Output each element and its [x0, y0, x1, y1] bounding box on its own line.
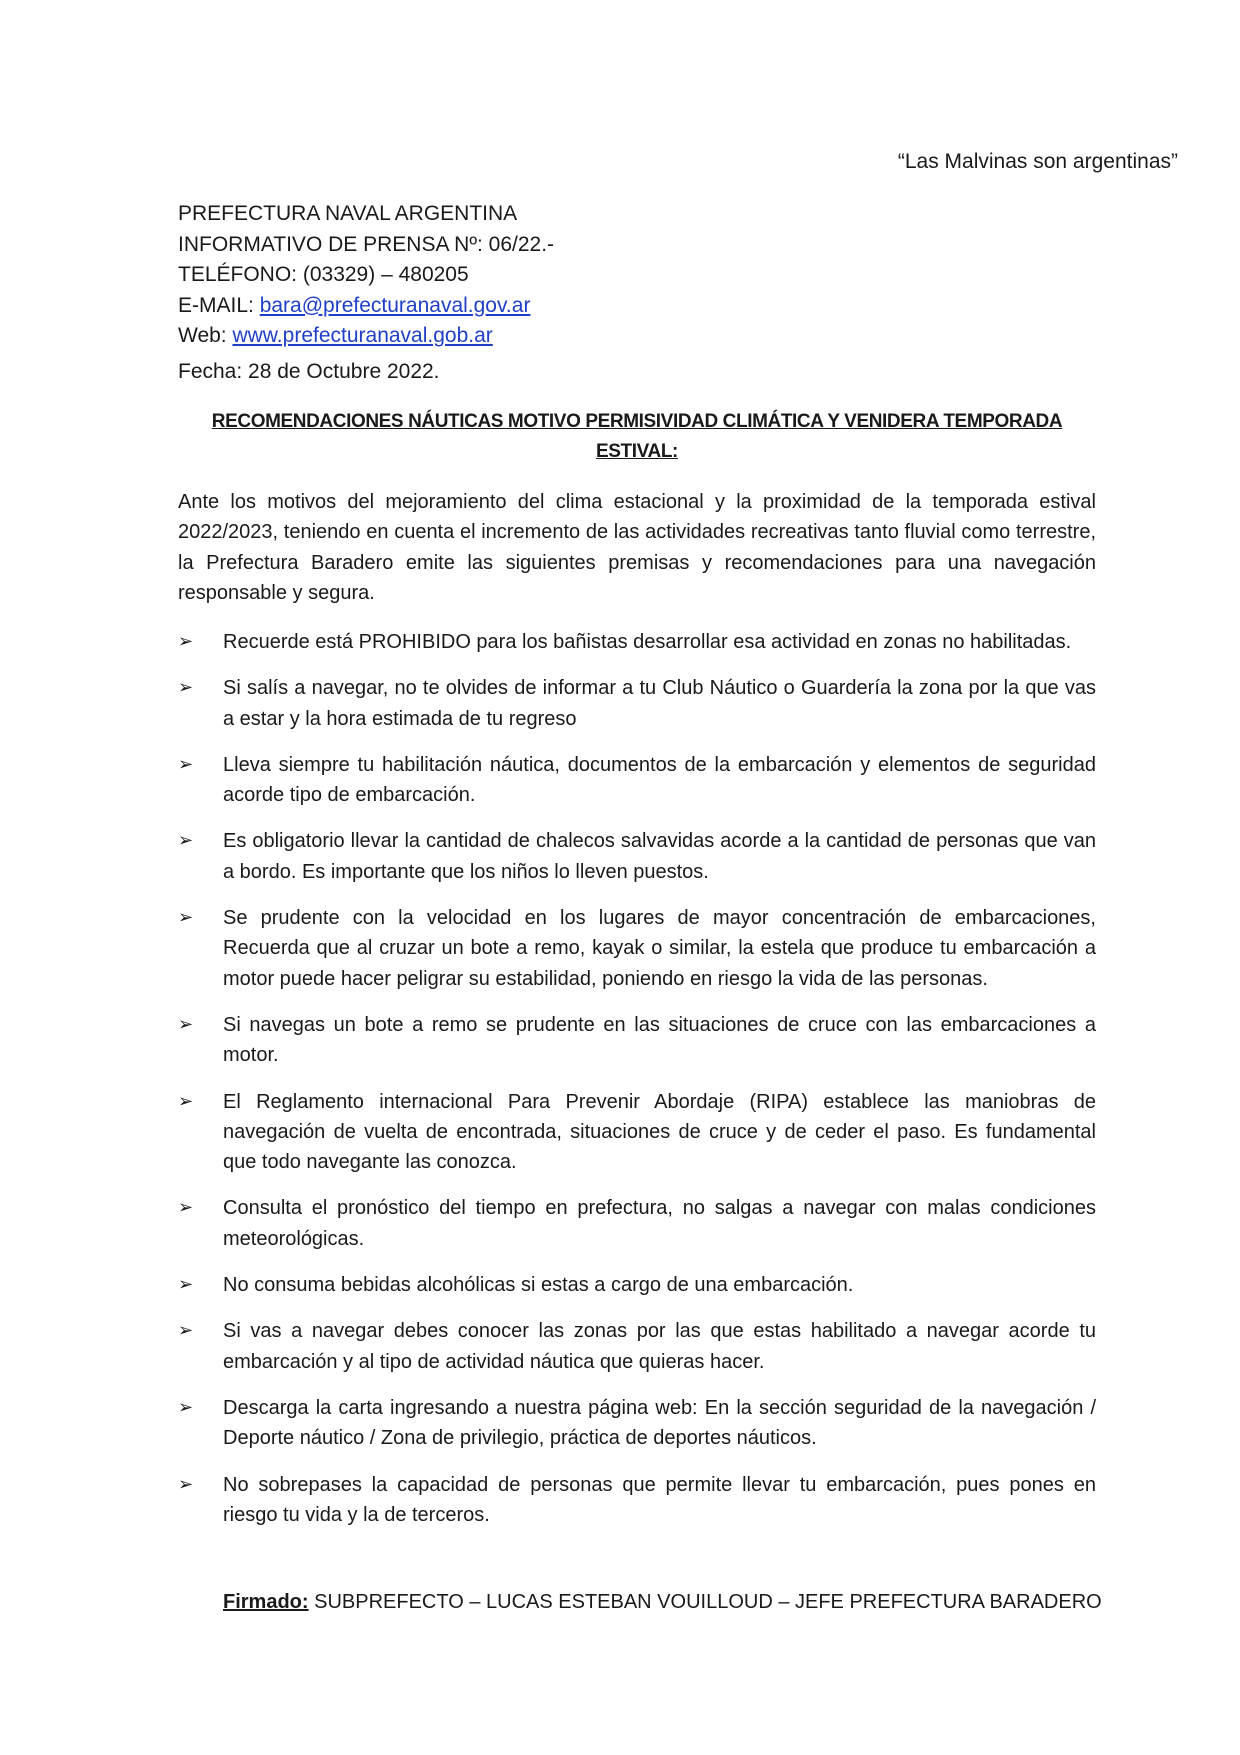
- intro-paragraph: Ante los motivos del mejoramiento del clima estacional y la proximidad de la temporada estival 2022/2023, teniendo en cuenta el incremento de las actividades recreativas tanto fluvial como terrestre, la Prefectura Baradero emite las siguientes premisas y recomendaciones para una navegación responsable y segura.: [178, 491, 1096, 604]
- bulletin-number: INFORMATIVO DE PRENSA Nº: 06/22.-: [178, 232, 555, 256]
- arrow-bullet-icon: ➢: [178, 1473, 194, 1495]
- recommendation-item: [178, 673, 1096, 734]
- arrow-bullet-icon: ➢: [178, 631, 194, 652]
- arrow-bullet-icon: ➢: [178, 1090, 194, 1112]
- recommendation-text: Descarga la carta ingresando a nuestra página web: En la sección seguridad de la navegación / Deporte náutico / Zona de privilegio, práctica de deportes náuticos.: [223, 1396, 1096, 1450]
- recommendation-text: Lleva siempre tu habilitación náutica, documentos de la embarcación y elementos de seguridad acorde tipo de embarcación.: [223, 753, 1096, 807]
- phone-number: TELÉFONO: (03329) – 480205: [178, 263, 469, 286]
- recommendation-item: [178, 903, 1096, 994]
- email-link[interactable]: bara@prefecturanaval.gov.ar: [259, 293, 531, 317]
- motto: “Las Malvinas son argentinas”: [897, 150, 1178, 173]
- web-link[interactable]: www.prefecturanaval.gob.ar: [232, 324, 493, 347]
- recommendation-text: Es obligatorio llevar la cantidad de chalecos salvavidas acorde a la cantidad de personas que van a bordo. Es importante que los niños lo lleven puestos.: [223, 830, 1096, 883]
- recommendation-item: [178, 1316, 1096, 1377]
- email-label: E-MAIL:: [178, 293, 260, 317]
- arrow-bullet-icon: ➢: [178, 677, 194, 699]
- recommendation-text: El Reglamento internacional Para Prevenir Abordaje (RIPA) establece las maniobras de navegación de vuelta de encontrada, situaciones de cruce y de ceder el paso. Es fundamental que todo navegante las conozca.: [223, 1090, 1096, 1174]
- recommendation-item: [178, 1193, 1096, 1254]
- signature-text: SUBPREFECTO – LUCAS ESTEBAN VOUILLOUD – JEFE PREFECTURA BARADERO: [308, 1591, 1102, 1613]
- email-line: [178, 291, 554, 322]
- arrow-bullet-icon: ➢: [178, 1013, 194, 1035]
- web-line: [178, 321, 554, 352]
- recommendation-item: [178, 826, 1096, 887]
- recommendation-item: [178, 1087, 1096, 1178]
- recommendation-item: [178, 1270, 1096, 1300]
- recommendation-text: Si vas a navegar debes conocer las zonas por las que estas habilitado a navegar acorde tu embarcación y al tipo de actividad náutica que quieras hacer.: [223, 1320, 1096, 1373]
- press-header: [178, 199, 554, 387]
- arrow-bullet-icon: ➢: [178, 1274, 194, 1296]
- recommendation-item: [178, 750, 1096, 811]
- arrow-bullet-icon: ➢: [178, 830, 194, 852]
- document-title: RECOMENDACIONES NÁUTICAS MOTIVO PERMISIVIDAD CLIMÁTICA Y VENIDERA TEMPORADA ESTIVAL:: [211, 411, 1063, 462]
- publication-date: Fecha: 28 de Octubre 2022.: [178, 359, 440, 383]
- recommendation-text: Consulta el pronóstico del tiempo en prefectura, no salgas a navegar con malas condiciones meteorológicas.: [223, 1197, 1096, 1250]
- web-label: Web:: [178, 324, 233, 347]
- recommendation-text: No sobrepases la capacidad de personas que permite llevar tu embarcación, pues pones en riesgo tu vida y la de terceros.: [223, 1473, 1096, 1526]
- arrow-bullet-icon: ➢: [178, 1396, 194, 1418]
- recommendation-text: Se prudente con la velocidad en los lugares de mayor concentración de embarcaciones, Recuerda que al cruzar un bote a remo, kayak o similar, la estela que produce tu embarcación a motor puede hacer peligrar su estabilidad, poniendo en riesgo la vida de las personas.: [223, 907, 1096, 990]
- signature-line: [223, 1587, 1102, 1617]
- arrow-bullet-icon: ➢: [178, 1320, 194, 1342]
- recommendation-text: Recuerde está PROHIBIDO para los bañistas desarrollar esa actividad en zonas no habilitadas.: [223, 631, 1072, 653]
- arrow-bullet-icon: ➢: [178, 753, 194, 775]
- recommendation-item: [178, 1470, 1096, 1531]
- recommendation-text: Si navegas un bote a remo se prudente en las situaciones de cruce con las embarcaciones a motor.: [223, 1013, 1096, 1067]
- recommendation-list: [178, 627, 1096, 1546]
- recommendation-text: Si salís a navegar, no te olvides de informar a tu Club Náutico o Guardería la zona por la que vas a estar y la hora estimada de tu regreso: [223, 677, 1096, 730]
- signature-label: Firmado:: [223, 1591, 309, 1613]
- arrow-bullet-icon: ➢: [178, 1197, 194, 1219]
- recommendation-item: [178, 1393, 1096, 1454]
- recommendation-text: No consuma bebidas alcohólicas si estas a cargo de una embarcación.: [223, 1274, 854, 1297]
- arrow-bullet-icon: ➢: [178, 907, 194, 929]
- recommendation-item: [178, 1010, 1096, 1071]
- organization-name: PREFECTURA NAVAL ARGENTINA: [178, 202, 518, 225]
- recommendation-item: [178, 627, 1096, 657]
